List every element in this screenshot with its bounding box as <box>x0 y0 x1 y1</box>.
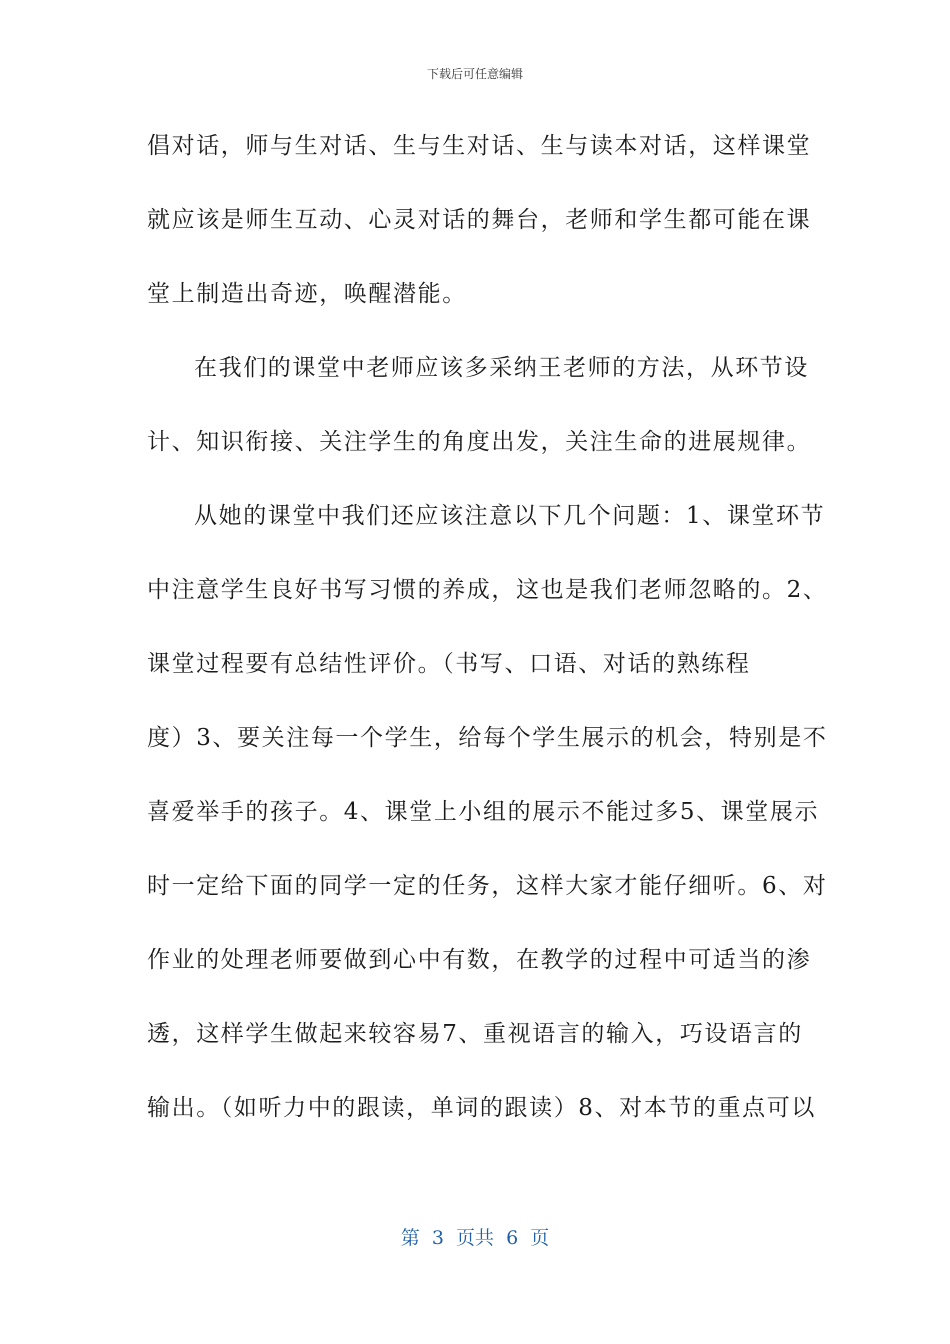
page-number-footer: 第 3 页共 6 页 <box>400 1227 550 1249</box>
text-line-1: 倡对话，师与生对话、生与生对话、生与读本对话，这样课堂 <box>147 133 812 159</box>
text-line-14: 输出。（如听力中的跟读，单词的跟读）8、对本节的重点可以 <box>147 1095 816 1121</box>
text-line-6: 从她的课堂中我们还应该注意以下几个问题：1、课堂环节 <box>194 503 826 529</box>
text-line-4: 在我们的课堂中老师应该多采纳王老师的方法，从环节设 <box>194 355 809 381</box>
text-line-9: 度）3、要关注每一个学生，给每个学生展示的机会，特别是不 <box>147 725 828 751</box>
text-line-8: 课堂过程要有总结性评价。（书写、口语、对话的熟练程 <box>147 651 751 677</box>
text-line-12: 作业的处理老师要做到心中有数，在教学的过程中可适当的渗 <box>147 947 812 973</box>
text-line-2: 就应该是师生互动、心灵对话的舞台，老师和学生都可能在课 <box>147 207 812 233</box>
text-line-10: 喜爱举手的孩子。4、课堂上小组的展示不能过多5、课堂展示 <box>147 799 820 825</box>
text-line-13: 透，这样学生做起来较容易7、重视语言的输入，巧设语言的 <box>147 1021 803 1047</box>
header-note: 下载后可任意编辑 <box>426 67 523 81</box>
text-line-3: 堂上制造出奇迹，唤醒潜能。 <box>147 281 467 307</box>
text-line-11: 时一定给下面的同学一定的任务，这样大家才能仔细听。6、对 <box>147 873 828 899</box>
body-text <box>147 124 828 1160</box>
text-line-5: 计、知识衔接、关注学生的角度出发，关注生命的进展规律。 <box>147 429 812 455</box>
text-line-7: 中注意学生良好书写习惯的养成，这也是我们老师忽略的。2、 <box>147 577 828 603</box>
